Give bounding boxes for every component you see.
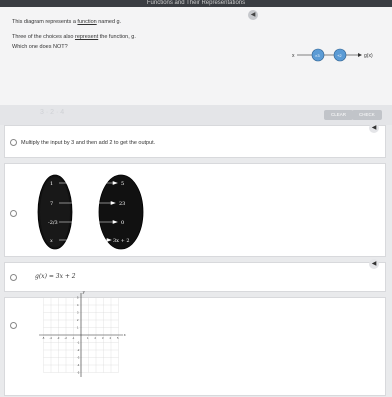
x-tick-label: -3: [57, 337, 60, 340]
x-tick-label: -4: [49, 337, 52, 340]
choice-3-formula: [35, 273, 76, 280]
mapping-input: 7: [50, 201, 54, 207]
choice-4-radio[interactable]: [10, 322, 17, 329]
function-link[interactable]: function: [77, 19, 97, 25]
y-tick-label: 4: [77, 304, 79, 307]
diagram-output: g(x): [364, 53, 373, 59]
x-axis-label: x: [123, 333, 126, 337]
y-tick-label: 5: [77, 296, 79, 300]
formula-lhs: g(x): [35, 273, 47, 280]
choice-1[interactable]: [4, 125, 386, 158]
title-bar: [0, 0, 392, 7]
mapping-output: 23: [119, 201, 126, 207]
speaker-icon[interactable]: ◀: [369, 259, 379, 269]
check-button[interactable]: CHECK: [352, 110, 382, 120]
y-tick-label: -2: [77, 349, 80, 352]
answer-toolbar: [0, 105, 392, 125]
x-tick-label: -5: [42, 337, 45, 340]
choice-2-radio[interactable]: [10, 210, 17, 217]
y-tick-label: -3: [77, 356, 80, 360]
prompt-line-2: [12, 34, 136, 40]
x-tick-label: -1: [72, 337, 75, 340]
y-tick-label: 2: [77, 319, 79, 322]
mapping-input: -2/3: [48, 220, 58, 226]
clear-button[interactable]: CLEAR: [324, 110, 353, 120]
mapping-output: 5: [121, 181, 125, 187]
mapping-input: x: [50, 238, 53, 244]
diagram-node-2-label: +2: [337, 53, 342, 58]
y-tick-label: 3: [77, 311, 79, 315]
choice-2[interactable]: [4, 163, 386, 257]
diagram-node-1-label: ×3: [315, 53, 320, 58]
speaker-icon[interactable]: ◀: [248, 10, 258, 20]
choice-3-radio[interactable]: [10, 274, 17, 281]
formula-rhs: = 3x + 2: [46, 273, 76, 280]
y-tick-label: -1: [77, 341, 80, 345]
x-tick-label: 2: [94, 337, 96, 340]
question-prompt: [0, 7, 392, 105]
x-tick-label: -2: [64, 337, 67, 340]
y-axis-label: y: [82, 290, 85, 294]
mapping-input: 1: [50, 181, 54, 187]
x-tick-label: 3: [102, 337, 104, 340]
question-text: Which one does NOT?: [12, 44, 68, 50]
faint-label: 3 · 2 · 4: [40, 109, 65, 116]
page-title: Functions and Their Representations: [146, 0, 246, 6]
x-tick-label: 5: [117, 337, 119, 340]
choice-3[interactable]: [4, 262, 386, 292]
function-graph: [35, 290, 135, 393]
speaker-icon[interactable]: ◀: [369, 123, 379, 133]
function-machine-diagram: [292, 47, 384, 63]
prompt-text: Three of the choices also: [12, 34, 75, 40]
y-tick-label: -5: [77, 371, 80, 375]
choice-1-text: Multiply the input by 3 and then add 2 to get the output.: [21, 140, 156, 146]
y-tick-label: 1: [77, 326, 79, 330]
mapping-diagram: [25, 172, 155, 252]
mapping-output: 3x + 2: [113, 238, 130, 244]
y-tick-label: -4: [77, 364, 80, 367]
prompt-text: the function, g.: [98, 34, 136, 40]
prompt-text: This diagram represents a: [12, 19, 78, 25]
mapping-output: 0: [121, 220, 125, 226]
represent-link[interactable]: represent: [74, 34, 99, 40]
prompt-line-1: [12, 19, 121, 25]
x-tick-label: 4: [109, 337, 111, 340]
choice-4[interactable]: [4, 290, 386, 396]
prompt-text: named g.: [96, 19, 122, 25]
choice-1-radio[interactable]: [10, 139, 17, 146]
x-tick-label: 1: [87, 337, 89, 340]
diagram-input: x: [292, 53, 295, 59]
